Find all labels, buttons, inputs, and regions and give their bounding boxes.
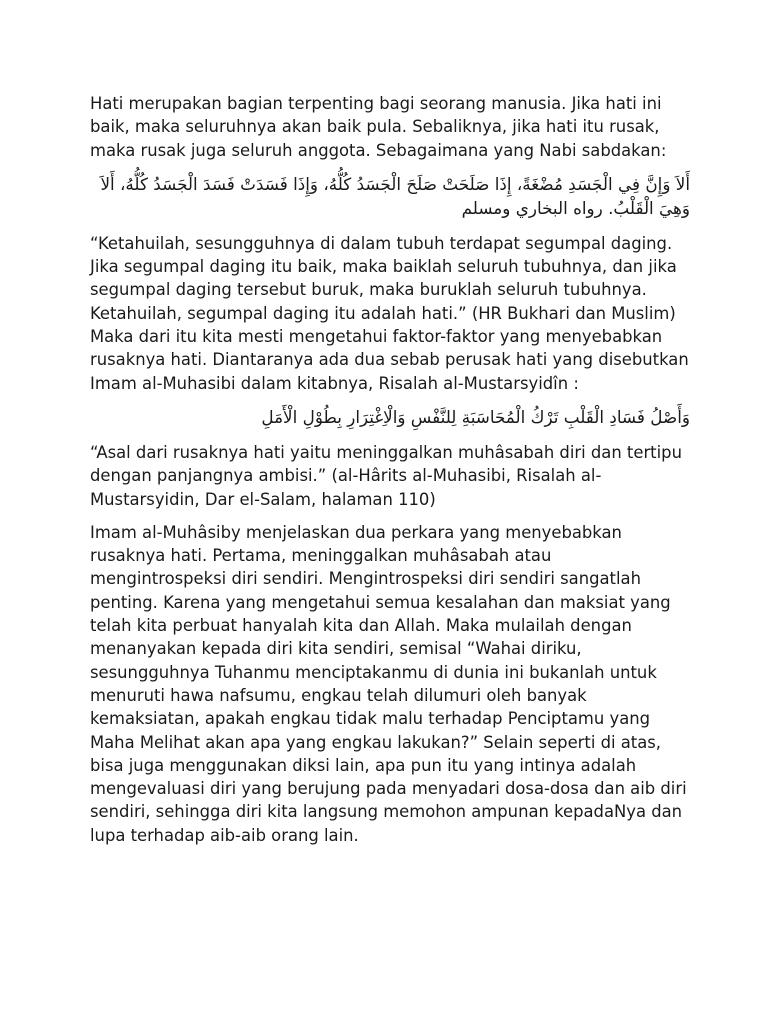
paragraph-intro: Hati merupakan bagian terpenting bagi seorang manusia. Jika hati ini baik, maka seluruhnya akan baik pula. Sebaliknya, jika hati itu rusak, maka rusak juga seluruh anggota. Sebagaimana yang Nabi sabdakan:: [90, 94, 667, 160]
paragraph-quote-arabic: وَأَصْلُ فَسَادِ الْقَلْبِ تَرْكُ الْمُحَاسَبَةِ لِلنَّفْسِ وَالْاِغْتِرَارِ بِطُوْلِ الْأَمَلِ: [261, 406, 690, 427]
paragraph-explanation: Imam al-Muhâsiby menjelaskan dua perkara yang menyebabkan rusaknya hati. Pertama, meninggalkan muhâsabah atau mengintrospeksi diri sendiri. Mengintrospeksi diri sendiri sangatlah penting. Karena yang mengetahui semua kesalahan dan maksiat yang telah kita perbuat hanyalah kita dan Allah. Maka mulailah dengan menanyakan kepada diri kita sendiri, semisal “Wahai diriku, sesungguhnya Tuhanmu menciptakanmu di dunia ini bukanlah untuk menuruti hawa nafsumu, engkau telah dilumuri oleh banyak kemaksiatan, apakah engkau tidak malu terhadap Penciptamu yang Maha Melihat akan apa yang engkau lakukan?” Selain seperti di atas, bisa juga menggunakan diksi lain, apa pun itu yang intinya adalah mengevaluasi diri yang berujung pada menyadari dosa-dosa dan aib diri sendiri, sehingga diri kita langsung memohon ampunan kepadaNya dan lupa terhadap aib-aib orang lain.: [90, 522, 687, 845]
paragraph-hadith-translation: “Ketahuilah, sesungguhnya di dalam tubuh terdapat segumpal daging. Jika segumpal daging itu baik, maka baiklah seluruh tubuhnya, dan jika segumpal daging tersebut buruk, maka buruklah seluruh tubuhnya. Ketahuilah, segumpal daging itu adalah hati.” (HR Bukhari dan Muslim) Maka dari itu kita mesti mengetahui faktor-faktor yang menyebabkan rusaknya hati. Diantaranya ada dua sebab perusak hati yang disebutkan Imam al-Muhasibi dalam kitabnya, Risalah al-Mustarsyidîn :: [90, 233, 689, 393]
paragraph-hadith-arabic: أَلاَ وَإِنَّ فِي الْجَسَدِ مُضْغَةً، إِذَا صَلَحَتْ صَلَحَ الْجَسَدُ كُلُّهُ، وَإِذَا فَسَدَتْ فَسَدَ الْجَسَدُ كُلُّهُ، أَلاَ وَهِيَ الْقَلْبُ. رواه البخاري ومسلم: [100, 173, 690, 218]
paragraph-quote-translation: “Asal dari rusaknya hati yaitu meninggalkan muhâsabah diri dan tertipu dengan panjangnya ambisi.” (al-Hârits al-Muhasibi, Risalah al-Mustarsyidin, Dar el-Salam, halaman 110): [90, 442, 682, 509]
document-page: [90, 92, 690, 857]
